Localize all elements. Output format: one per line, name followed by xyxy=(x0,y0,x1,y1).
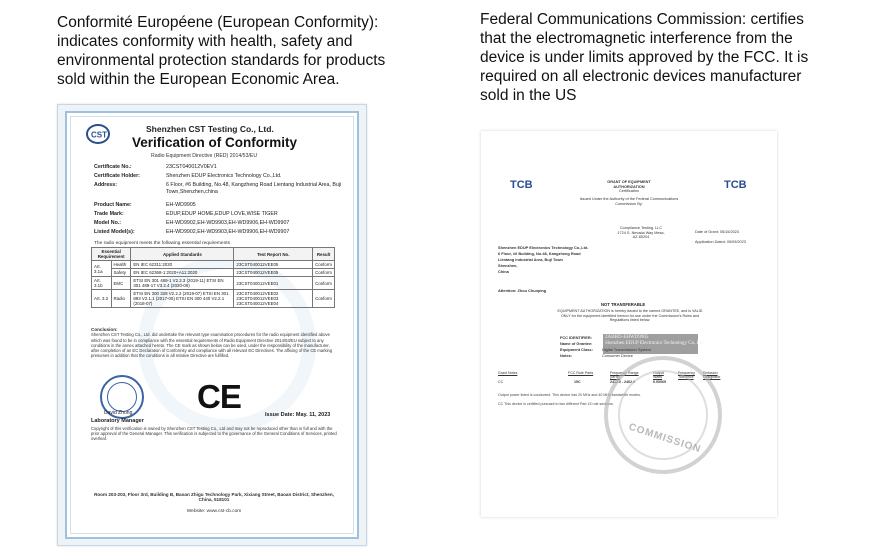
issued-under: Issued Under the Authority of the Federal Communications Commission By: xyxy=(579,197,679,206)
ce-table-note: The radio equipment meets the following essential requirements xyxy=(94,241,230,246)
table-row: Art. 3.2 Radio ETSI EN 300 328 V2.2.2 (2019-07) ETSI EN 301 893 V2.1.1 (2017-05) ETSI EN 300 440 V2.2.1 (2018-07) 23CST040012VEE02 23CST040012VEE03 23CST040012VEE04 Conform xyxy=(92,290,335,308)
signatory-name: David Zhong xyxy=(104,410,133,416)
ce-field: Trade Mark: EDUP,EDUP HOME,EDUP LOVE,WISE TIGER xyxy=(94,211,278,217)
ce-subtitle: Radio Equipment Directive (RED) 2014/53/EU xyxy=(151,153,258,159)
ce-certificate-image xyxy=(57,104,367,546)
ce-field: Product Name: EH-WD9905 xyxy=(94,202,196,208)
grant-dates: Date of Grant: 05/15/2023 Application Dated: 05/09/2023 xyxy=(695,230,746,244)
tcb-logo-right: TCB xyxy=(724,179,747,191)
ce-website: Website: www.cst-cb.com xyxy=(186,509,242,514)
applicant-address-line: China xyxy=(498,269,509,274)
fcc-identifier-block: FCC IDENTIFIER: Name of Grantee: Equipment Class: Digital Transmission System Notes: Consumer Device xyxy=(560,335,651,358)
not-transferable: NOT TRANSFERABLE xyxy=(601,302,646,307)
ce-caption: Conformité Européene (European Conformity): indicates conformity with health, safety and environmental protection standards for products sold within the European Economic Area. xyxy=(57,14,386,88)
ce-copyright: Copyright of this verification is owned by Shenzhen CST Testing Co., Ltd and may not be reproduced other than in full and with the prior approval of the General Manager. This verification is subjected to the governance of the General Conditions of Services, printed overleaf. xyxy=(91,426,337,442)
applicant-name: Shenzhen EDUP Electronics Technology Co.,Ltd. xyxy=(498,245,589,250)
fcc-caption: Federal Communications Commission: certifies that the electromagnetic interference from the device is under limits approved by the FCC. It is required on all electronic devices manufacturer sold in the US xyxy=(480,11,809,104)
ce-company-name: Shenzhen CST Testing Co., Ltd. xyxy=(146,124,274,134)
table-header: Essential Requirement xyxy=(92,248,131,261)
authorization-text: EQUIPMENT AUTHORIZATION is hereby issued to the named GRANTEE, and is VALID ONLY for the equipment identified hereon for use under the Commission's Rules and Regulations listed below. xyxy=(557,309,703,323)
grant-heading: GRANT OF EQUIPMENT AUTHORIZATION Certification xyxy=(607,180,651,194)
ce-field: Certificate No.: 23CST040012V0EV1 xyxy=(94,164,217,170)
grant-notes: Output power listed is conducted. This device has 20 MHz and 40 MHz bandwidth modes. CC This device is certified pursuant to two different Part 15 rule sections. xyxy=(498,393,641,407)
tcb-lab-address: Compliance Testing, LLC 1724 S. Nevada Way Mesa, AZ 85204 xyxy=(617,226,665,239)
table-header-row: Grant Notes FCC Rule Parts Frequency Range (MHz) Output Watts Frequency Tolerance Emission Designator xyxy=(498,371,721,379)
ce-conclusion: Conclusion: Shenzhen CST Testing Co., Ltd. did undertake the relevant type examination procedures for the radio equipment identified above which was found to be in compliance with the essential requirements of Radio Equipment Directive 2014/53/EU subject to any conditions in the annex attached hereto. The CE mark as shown below can be used, under the responsibility of the manufacturer, after completion of an EC Declaration of Conformity and compliance with all relevant EC Directives. The affixing of the CE marking presumes in addition that the conditions in all relative Directive are fulfilled. xyxy=(91,327,333,359)
ce-footer-address: Room 203-203, Floor 3rd, Building B, Baoan Zhigu Technology Park, Xixiang Street, Baoan District, Shenzhen, China, 518101 xyxy=(94,492,334,502)
fcc-seal-stamp xyxy=(604,356,722,474)
table-row: Art. 3.1b EMC ETSI EN 301 489-1 V2.2.3 (2019-11) ETSI EN 301 489-17 V3.2.4 (2020-09) 23CST040012VEE01 Conform xyxy=(92,277,335,290)
table-header: Test Report No. xyxy=(234,248,313,261)
table-row: Art. 3.1a Health EN IEC 62311:2020 23CST040012VEE05 Conform xyxy=(92,261,335,269)
ce-field: Listed Model(s): EH-WD9902,EH-WD9903,EH-WD9906,EH-WD9907 xyxy=(94,229,290,235)
ce-field: Model No.: EH-WD9902,EH-WD9903,EH-WD9906,EH-WD9907 xyxy=(94,220,290,226)
applicant-address-line: Shenzhen, xyxy=(498,263,518,268)
table-header: Result xyxy=(313,248,335,261)
applicant-address-line: Lientang Industrial Area, Buji Town xyxy=(498,257,563,262)
signatory-role: Laboratory Manager xyxy=(91,418,144,424)
fcc-seal-text: COMMISSION xyxy=(627,421,703,456)
fcc-grant-image xyxy=(481,131,777,517)
cst-logo-icon xyxy=(85,123,111,145)
ce-field: Address: 6 Floor, #6 Building, No.48, Kangzheng Road Lientang Industrial Area, Buji Town,Shenzhen,china xyxy=(94,182,342,195)
attention-line: Attention: Zhou Chunping xyxy=(498,288,547,293)
svg-text:CST: CST xyxy=(91,130,107,140)
fcc-id-highlight-text: 2AHRD-EHWD9905 Shenzhen EDUP Electronics Technology Co.,Ltd xyxy=(605,335,704,346)
table-row: CC 15C 2412.0 - 2462.0 0.00065 xyxy=(498,380,666,384)
ce-title: Verification of Conformity xyxy=(132,135,298,150)
table-row: Safety EN IEC 62368-1:2020+A11:2020 23CST040012VEE05 Conform xyxy=(92,269,335,277)
ce-standards-table xyxy=(91,247,335,308)
issue-date: Issue Date: May. 11, 2023 xyxy=(265,412,331,418)
ce-field: Certificate Holder: Shenzhen EDUP Electronics Technology Co.,Ltd. xyxy=(94,173,282,179)
table-header: Applied Standards xyxy=(131,248,234,261)
tcb-logo-left: TCB xyxy=(510,179,533,191)
applicant-address-line: 6 Floor, #6 Building, No.48, Kangzheng Road xyxy=(498,251,581,256)
ce-mark-logo: CE xyxy=(197,378,241,415)
